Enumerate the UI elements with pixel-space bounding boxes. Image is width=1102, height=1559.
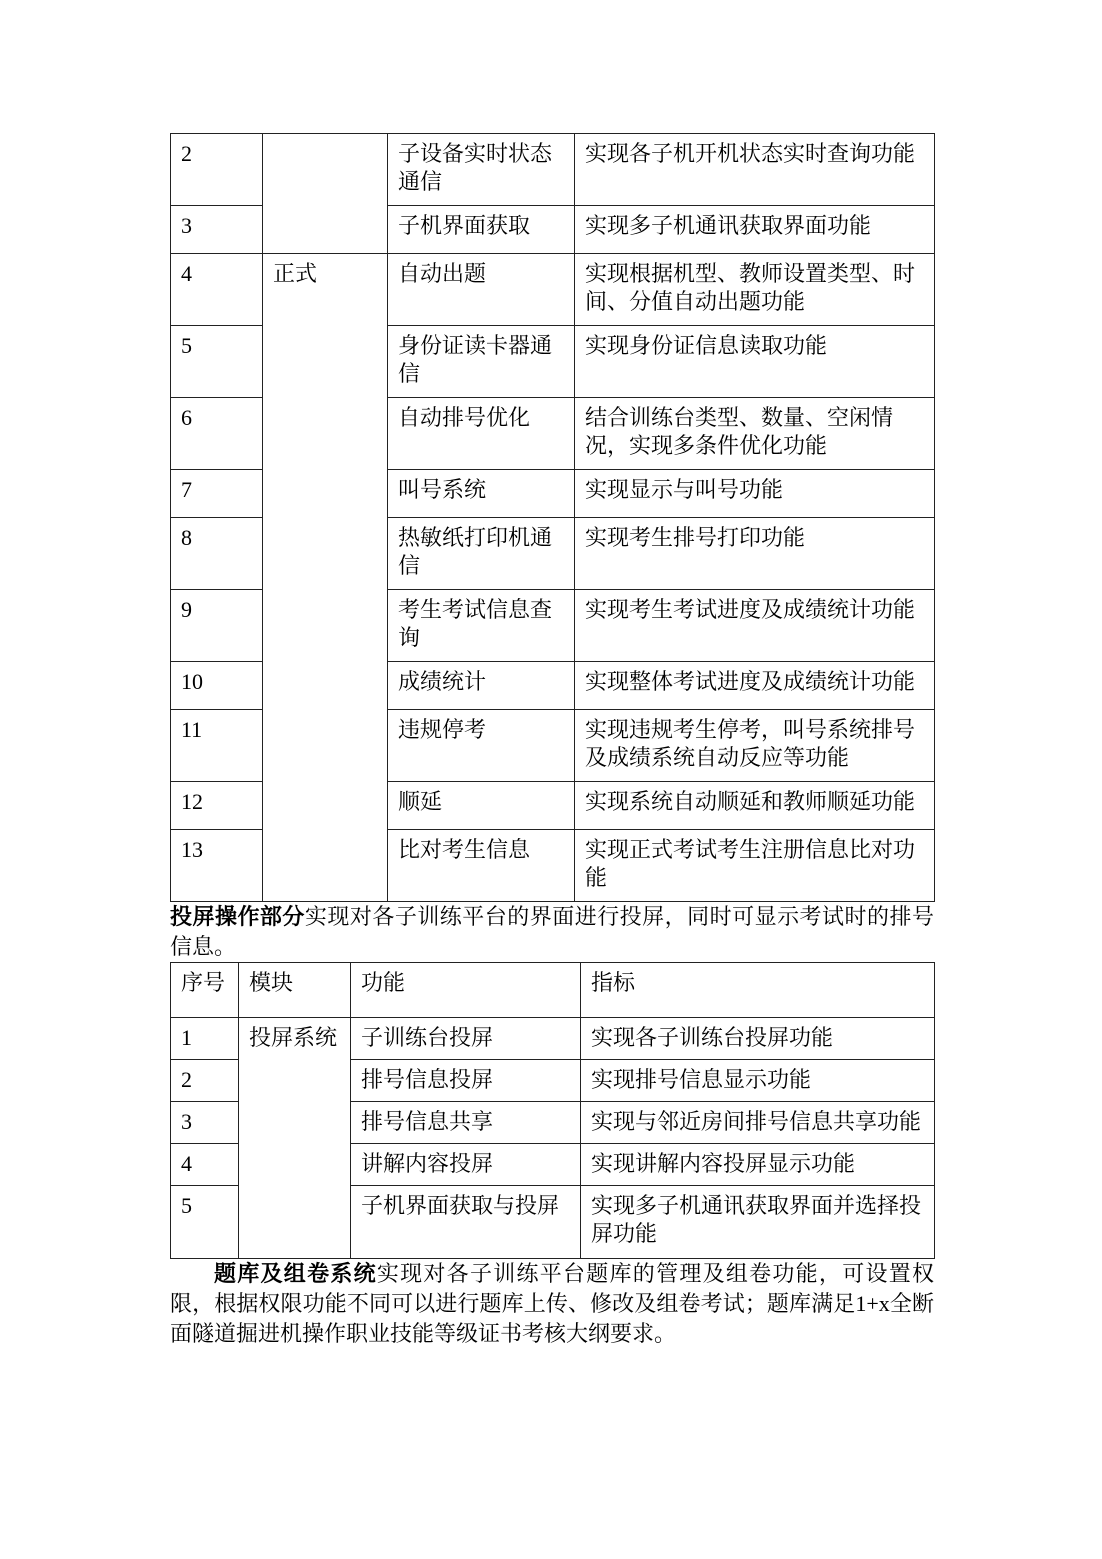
function-cell: 排号信息共享 [351, 1102, 581, 1144]
function-cell: 子机界面获取 [388, 206, 575, 254]
module-cell: 正式 [263, 254, 388, 902]
module-cell [263, 134, 388, 254]
function-cell: 叫号系统 [388, 470, 575, 518]
function-cell: 讲解内容投屏 [351, 1144, 581, 1186]
function-cell: 子训练台投屏 [351, 1018, 581, 1060]
row-number-cell: 13 [171, 830, 263, 902]
indicator-cell: 实现讲解内容投屏显示功能 [581, 1144, 935, 1186]
indicator-cell: 实现各子机开机状态实时查询功能 [575, 134, 935, 206]
table-row [171, 1018, 935, 1060]
row-number-cell: 5 [171, 326, 263, 398]
table-row [171, 254, 935, 326]
indicator-cell: 实现根据机型、教师设置类型、时间、分值自动出题功能 [575, 254, 935, 326]
indicator-cell: 实现与邻近房间排号信息共享功能 [581, 1102, 935, 1144]
row-number-cell: 10 [171, 662, 263, 710]
row-number-cell: 11 [171, 710, 263, 782]
row-number-cell: 3 [171, 206, 263, 254]
screencast-section-text: 实现对各子训练平台的界面进行投屏，同时可显示考试时的排号信息。 [170, 904, 934, 959]
indicator-cell: 实现多子机通讯获取界面并选择投屏功能 [581, 1186, 935, 1259]
row-number-cell: 2 [171, 134, 263, 206]
indicator-cell: 实现各子训练台投屏功能 [581, 1018, 935, 1060]
question-bank-text: 实现对各子训练平台题库的管理及组卷功能，可设置权限，根据权限功能不同可以进行题库上传、修改及组卷考试；题库满足1+x全断面隧道掘进机操作职业技能等级证书考核大纲要求。 [170, 1261, 934, 1346]
row-number-cell: 3 [171, 1102, 239, 1144]
header-indicator-cell: 指标 [581, 963, 935, 1018]
function-cell: 成绩统计 [388, 662, 575, 710]
indicator-cell: 实现正式考试考生注册信息比对功能 [575, 830, 935, 902]
function-cell: 考生考试信息查询 [388, 590, 575, 662]
function-cell: 子机界面获取与投屏 [351, 1186, 581, 1259]
row-number-cell: 2 [171, 1060, 239, 1102]
header-module-cell: 模块 [239, 963, 351, 1018]
row-number-cell: 8 [171, 518, 263, 590]
table-row [171, 134, 935, 206]
row-number-cell: 4 [171, 1144, 239, 1186]
question-bank-paragraph [170, 1259, 934, 1349]
indicator-cell: 实现考生排号打印功能 [575, 518, 935, 590]
question-bank-lead: 题库及组卷系统 [214, 1261, 377, 1286]
row-number-cell: 9 [171, 590, 263, 662]
indicator-cell: 实现系统自动顺延和教师顺延功能 [575, 782, 935, 830]
function-cell: 热敏纸打印机通信 [388, 518, 575, 590]
function-cell: 身份证读卡器通信 [388, 326, 575, 398]
module-cell: 投屏系统 [239, 1018, 351, 1259]
exam-system-table [170, 133, 935, 902]
indicator-cell: 实现整体考试进度及成绩统计功能 [575, 662, 935, 710]
function-cell: 比对考生信息 [388, 830, 575, 902]
indicator-cell: 实现显示与叫号功能 [575, 470, 935, 518]
screencast-system-table [170, 962, 935, 1259]
function-cell: 自动出题 [388, 254, 575, 326]
indicator-cell: 实现排号信息显示功能 [581, 1060, 935, 1102]
indicator-cell: 实现多子机通讯获取界面功能 [575, 206, 935, 254]
screencast-section-lead: 投屏操作部分 [170, 904, 305, 929]
function-cell: 自动排号优化 [388, 398, 575, 470]
screencast-section-paragraph [170, 902, 934, 962]
row-number-cell: 12 [171, 782, 263, 830]
indicator-cell: 结合训练台类型、数量、空闲情况，实现多条件优化功能 [575, 398, 935, 470]
row-number-cell: 5 [171, 1186, 239, 1259]
indicator-cell: 实现违规考生停考，叫号系统排号及成绩系统自动反应等功能 [575, 710, 935, 782]
table-header-row [171, 963, 935, 1018]
function-cell: 子设备实时状态通信 [388, 134, 575, 206]
row-number-cell: 6 [171, 398, 263, 470]
function-cell: 违规停考 [388, 710, 575, 782]
function-cell: 排号信息投屏 [351, 1060, 581, 1102]
indicator-cell: 实现考生考试进度及成绩统计功能 [575, 590, 935, 662]
header-function-cell: 功能 [351, 963, 581, 1018]
header-no-cell: 序号 [171, 963, 239, 1018]
function-cell: 顺延 [388, 782, 575, 830]
row-number-cell: 7 [171, 470, 263, 518]
indicator-cell: 实现身份证信息读取功能 [575, 326, 935, 398]
row-number-cell: 1 [171, 1018, 239, 1060]
row-number-cell: 4 [171, 254, 263, 326]
